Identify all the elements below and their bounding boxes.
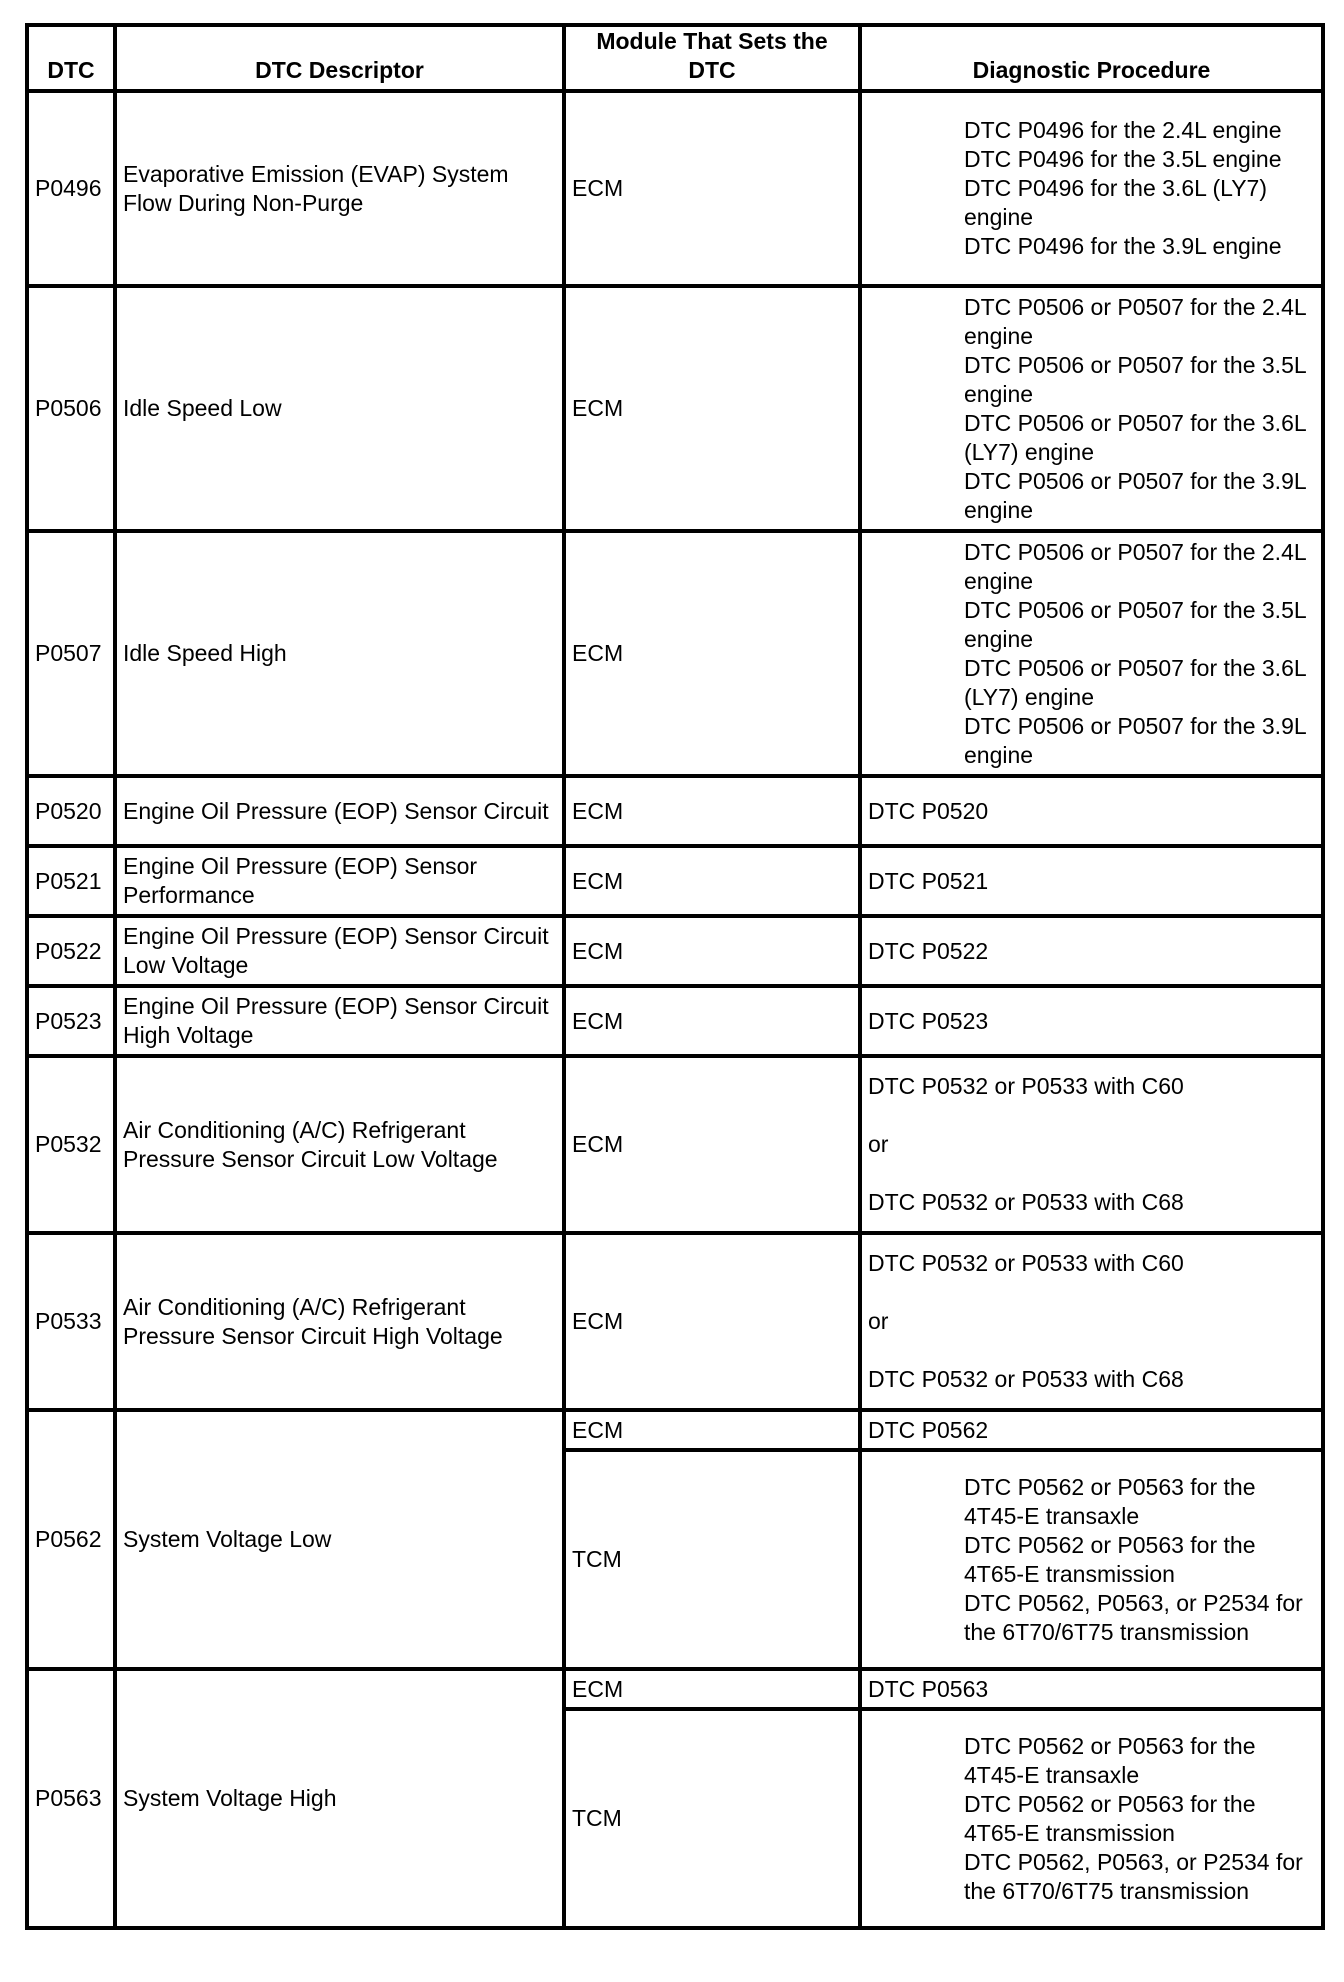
- procedure-link[interactable]: DTC P0506 or P0507 for the 3.6L (LY7) engine: [964, 409, 1306, 465]
- dtc-code: P0523: [27, 986, 115, 1056]
- module-name: ECM: [564, 1669, 860, 1709]
- dtc-descriptor: Idle Speed Low: [115, 286, 564, 531]
- diagnostic-procedure: [860, 1450, 1323, 1669]
- procedure-link[interactable]: DTC P0506 or P0507 for the 3.9L engine: [964, 712, 1306, 768]
- procedure-link[interactable]: DTC P0532 or P0533 with C60: [868, 1250, 1184, 1276]
- diagnostic-procedure: [860, 91, 1323, 286]
- dtc-descriptor: Evaporative Emission (EVAP) System Flow During Non-Purge: [115, 91, 564, 286]
- procedure-link[interactable]: DTC P0562, P0563, or P2534 for the 6T70/6T75 transmission: [964, 1589, 1303, 1645]
- module-name: ECM: [564, 91, 860, 286]
- table-row: [27, 776, 1323, 846]
- module-name: TCM: [564, 1709, 860, 1928]
- module-name: ECM: [564, 916, 860, 986]
- procedure-link[interactable]: DTC P0506 or P0507 for the 3.9L engine: [964, 467, 1306, 523]
- header-descriptor: DTC Descriptor: [115, 25, 564, 91]
- dtc-descriptor: System Voltage Low: [115, 1410, 564, 1669]
- module-name: ECM: [564, 1410, 860, 1450]
- table-row: [27, 531, 1323, 776]
- dtc-descriptor: Engine Oil Pressure (EOP) Sensor Circuit High Voltage: [115, 986, 564, 1056]
- diagnostic-procedure: [860, 286, 1323, 531]
- dtc-descriptor: Engine Oil Pressure (EOP) Sensor Performance: [115, 846, 564, 916]
- table-row: [27, 846, 1323, 916]
- procedure-link[interactable]: DTC P0506 or P0507 for the 3.5L engine: [964, 351, 1306, 407]
- table-row: [27, 286, 1323, 531]
- procedure-link[interactable]: DTC P0532 or P0533 with C68: [868, 1189, 1184, 1215]
- or-separator: or: [868, 1131, 889, 1157]
- procedure-link[interactable]: DTC P0506 or P0507 for the 3.6L (LY7) engine: [964, 654, 1306, 710]
- module-name: ECM: [564, 776, 860, 846]
- module-name: ECM: [564, 986, 860, 1056]
- procedure-link[interactable]: DTC P0506 or P0507 for the 2.4L engine: [964, 293, 1306, 349]
- procedure-link[interactable]: DTC P0496 for the 3.5L engine: [964, 146, 1282, 172]
- procedure-link[interactable]: DTC P0506 or P0507 for the 3.5L engine: [964, 596, 1306, 652]
- procedure-link[interactable]: DTC P0532 or P0533 with C68: [868, 1366, 1184, 1392]
- table-row: [27, 986, 1323, 1056]
- table-row: [27, 1669, 1323, 1709]
- dtc-table: [25, 23, 1325, 1930]
- procedure-link[interactable]: DTC P0562 or P0563 for the 4T65-E transmission: [964, 1531, 1256, 1587]
- procedure-link[interactable]: DTC P0506 or P0507 for the 2.4L engine: [964, 538, 1306, 594]
- diagnostic-procedure: [860, 1056, 1323, 1233]
- or-separator: or: [868, 1308, 889, 1334]
- module-name: ECM: [564, 1056, 860, 1233]
- module-name: ECM: [564, 531, 860, 776]
- procedure-link[interactable]: DTC P0521: [860, 846, 1323, 916]
- procedure-link[interactable]: DTC P0562, P0563, or P2534 for the 6T70/6T75 transmission: [964, 1848, 1303, 1904]
- dtc-descriptor: Engine Oil Pressure (EOP) Sensor Circuit Low Voltage: [115, 916, 564, 986]
- procedure-link[interactable]: DTC P0520: [860, 776, 1323, 846]
- procedure-link[interactable]: DTC P0496 for the 2.4L engine: [964, 117, 1282, 143]
- diagnostic-procedure: [860, 1709, 1323, 1928]
- procedure-link[interactable]: DTC P0562 or P0563 for the 4T65-E transmission: [964, 1790, 1256, 1846]
- procedure-link[interactable]: DTC P0532 or P0533 with C60: [868, 1073, 1184, 1099]
- dtc-code: P0520: [27, 776, 115, 846]
- dtc-code: P0532: [27, 1056, 115, 1233]
- dtc-code: P0562: [27, 1410, 115, 1669]
- procedure-link[interactable]: DTC P0562 or P0563 for the 4T45-E transaxle: [964, 1732, 1256, 1788]
- table-row: [27, 916, 1323, 986]
- module-name: ECM: [564, 286, 860, 531]
- table-row: [27, 1056, 1323, 1233]
- dtc-code: P0496: [27, 91, 115, 286]
- table-row: [27, 91, 1323, 286]
- dtc-code: P0563: [27, 1669, 115, 1928]
- dtc-code: P0533: [27, 1233, 115, 1410]
- table-row: [27, 1233, 1323, 1410]
- dtc-descriptor: System Voltage High: [115, 1669, 564, 1928]
- module-name: ECM: [564, 1233, 860, 1410]
- dtc-descriptor: Air Conditioning (A/C) Refrigerant Pressure Sensor Circuit High Voltage: [115, 1233, 564, 1410]
- procedure-link[interactable]: DTC P0522: [860, 916, 1323, 986]
- procedure-link[interactable]: DTC P0523: [860, 986, 1323, 1056]
- diagnostic-procedure: [860, 531, 1323, 776]
- procedure-link[interactable]: DTC P0562 or P0563 for the 4T45-E transaxle: [964, 1473, 1256, 1529]
- module-name: TCM: [564, 1450, 860, 1669]
- procedure-link[interactable]: DTC P0563: [860, 1669, 1323, 1709]
- module-name: ECM: [564, 846, 860, 916]
- procedure-link[interactable]: DTC P0562: [860, 1410, 1323, 1450]
- table-row: [27, 1410, 1323, 1450]
- dtc-code: P0522: [27, 916, 115, 986]
- dtc-code: P0506: [27, 286, 115, 531]
- dtc-descriptor: Idle Speed High: [115, 531, 564, 776]
- header-procedure: Diagnostic Procedure: [860, 25, 1323, 91]
- header-dtc: DTC: [27, 25, 115, 91]
- header-row: [27, 25, 1323, 91]
- dtc-descriptor: Air Conditioning (A/C) Refrigerant Pressure Sensor Circuit Low Voltage: [115, 1056, 564, 1233]
- dtc-descriptor: Engine Oil Pressure (EOP) Sensor Circuit: [115, 776, 564, 846]
- diagnostic-procedure: [860, 1233, 1323, 1410]
- procedure-link[interactable]: DTC P0496 for the 3.9L engine: [964, 233, 1282, 259]
- header-module: Module That Sets the DTC: [564, 25, 860, 91]
- dtc-code: P0507: [27, 531, 115, 776]
- procedure-link[interactable]: DTC P0496 for the 3.6L (LY7) engine: [964, 175, 1267, 230]
- dtc-code: P0521: [27, 846, 115, 916]
